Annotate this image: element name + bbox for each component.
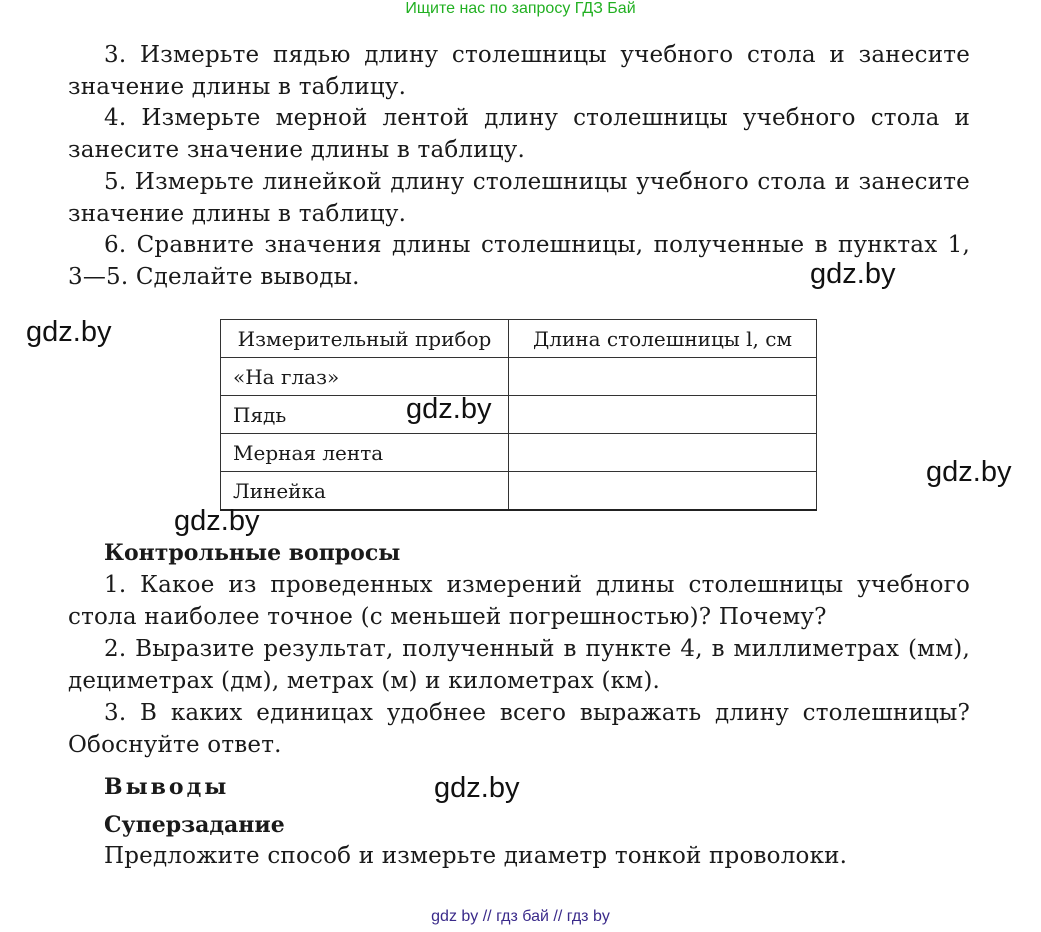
step-3-text: 3. Измерьте пядью длину столешницы учебного стола и занесите значение длины в таблицу. (68, 42, 970, 100)
supertask-text: Предложите способ и измерьте диаметр тонкой проволоки. (104, 843, 848, 869)
table-cell-length[interactable] (509, 472, 817, 511)
table-row (221, 472, 817, 511)
supertask-title: Суперзадание (104, 812, 285, 838)
question-2 (68, 634, 970, 697)
question-3-text: 3. В каких единицах удобнее всего выражать длину столешницы? Обоснуйте ответ. (68, 700, 970, 758)
table-cell-length[interactable] (509, 434, 817, 472)
table-cell-instrument: Линейка (221, 472, 509, 511)
question-1 (68, 570, 970, 633)
table-row (221, 396, 817, 434)
watermark: gdz.by (406, 393, 492, 425)
table-header-row (221, 320, 817, 358)
table-cell-instrument: «На глаз» (221, 358, 509, 396)
table-cell-length[interactable] (509, 358, 817, 396)
header-search-link[interactable]: Ищите нас по запросу ГДЗ Бай (405, 0, 636, 17)
step-5 (68, 167, 970, 230)
watermark: gdz.by (174, 505, 260, 537)
question-3 (68, 698, 970, 761)
measurement-table (220, 319, 817, 511)
question-1-text: 1. Какое из проведенных измерений длины столешницы учебного стола наиболее точное (с меньшей погрешностью)? Почему? (68, 572, 970, 630)
question-2-text: 2. Выразите результат, полученный в пункте 4, в миллиметрах (мм), дециметрах (дм), метрах (м) и километрах (км). (68, 636, 970, 694)
step-3 (68, 40, 970, 103)
conclusions-title: Выводы (104, 774, 230, 800)
step-5-text: 5. Измерьте линейкой длину столешницы учебного стола и занесите значение длины в таблицу. (68, 169, 970, 227)
watermark: gdz.by (810, 258, 896, 290)
table-header-length: Длина столешницы l, см (509, 320, 817, 358)
watermark: gdz.by (926, 456, 1012, 488)
table-row (221, 434, 817, 472)
table-cell-instrument: Пядь (221, 396, 509, 434)
watermark: gdz.by (434, 772, 520, 804)
step-6-text: 6. Сравните значения длины столешницы, полученные в пунктах 1, 3—5. Сделайте выводы. (68, 232, 970, 290)
table-row (221, 358, 817, 396)
table-cell-length[interactable] (509, 396, 817, 434)
step-4-text: 4. Измерьте мерной лентой длину столешницы учебного стола и занесите значение длины в таблицу. (68, 105, 970, 163)
watermark: gdz.by (26, 316, 112, 348)
step-4 (68, 103, 970, 166)
footer-links[interactable]: gdz by // гдз бай // гдз by (431, 908, 610, 925)
table-cell-instrument: Мерная лента (221, 434, 509, 472)
table-header-instrument: Измерительный прибор (221, 320, 509, 358)
control-questions-title: Контрольные вопросы (104, 540, 401, 566)
